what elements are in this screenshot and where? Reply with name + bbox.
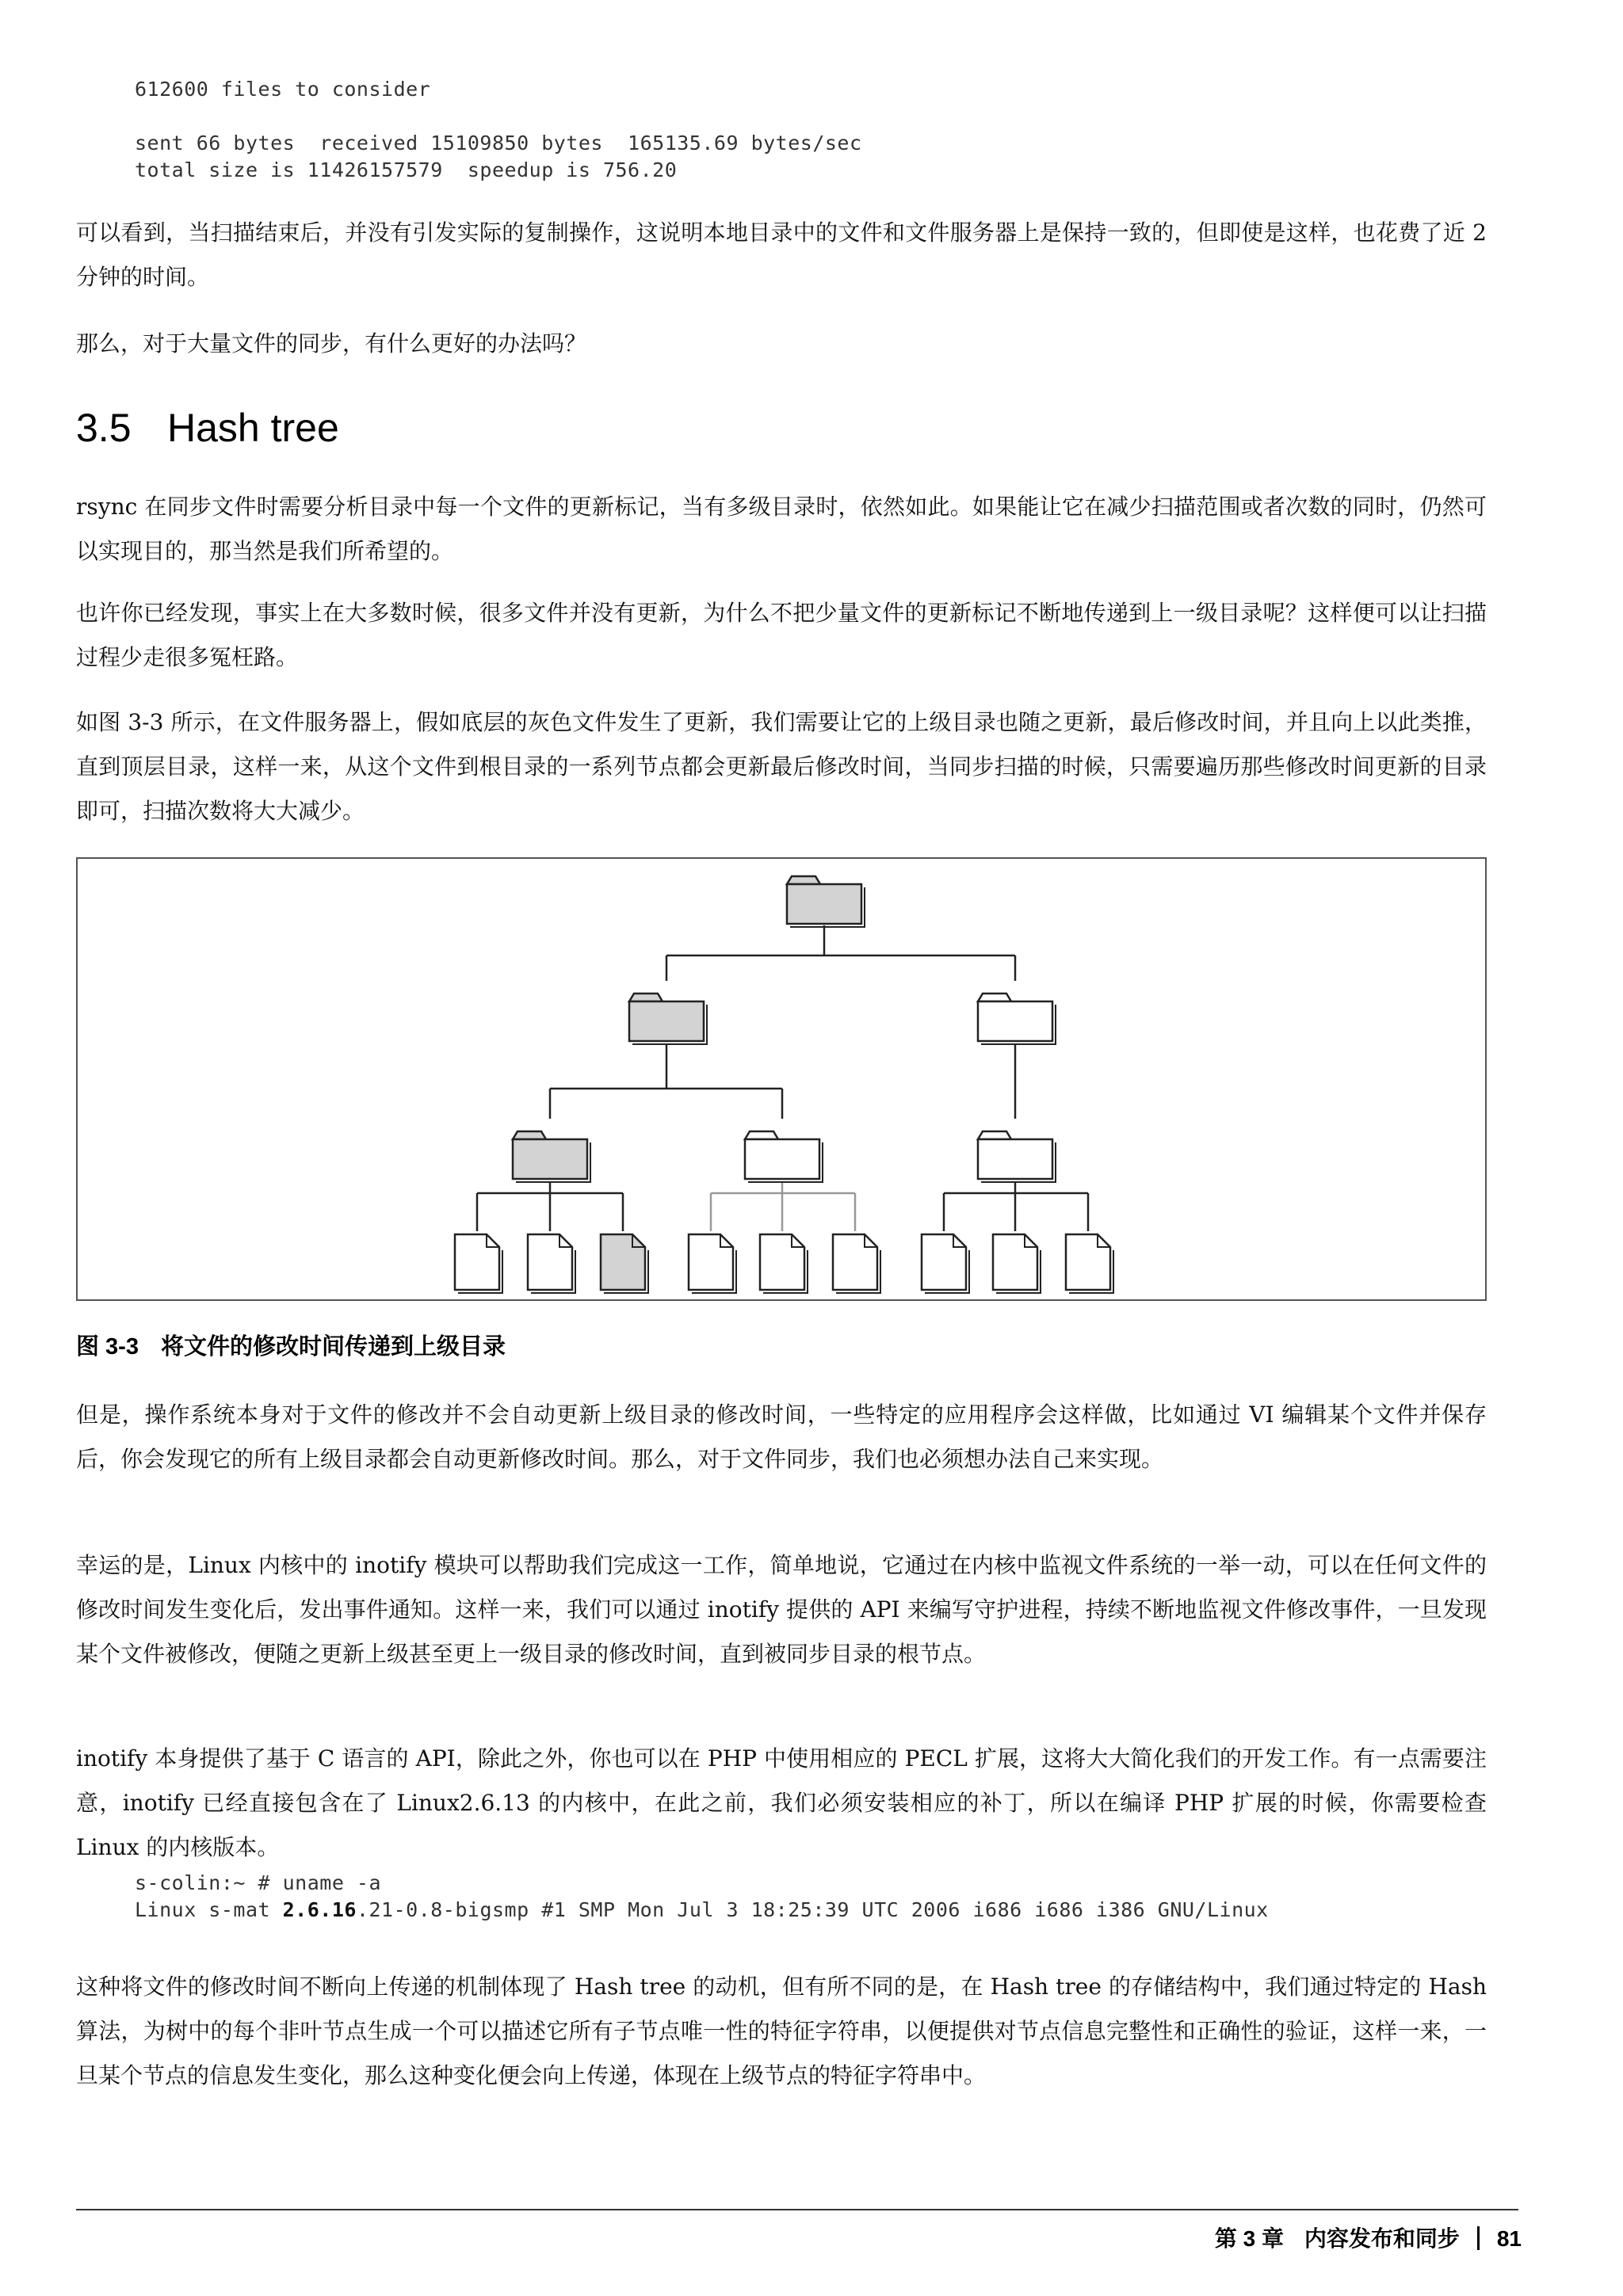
file-icon <box>993 1234 1041 1293</box>
tree-connectors-gray <box>711 1182 855 1231</box>
figure-hash-tree <box>76 857 1487 1301</box>
code-line: sent 66 bytes received 15109850 bytes 165135.69 bytes/sec <box>135 132 862 154</box>
code-block-bottom <box>135 1870 1269 1924</box>
paragraph: 如图 3-3 所示，在文件服务器上，假如底层的灰色文件发生了更新，我们需要让它的上级目录也随之更新，最后修改时间，并且向上以此类推，直到顶层目录，这样一来，从这个文件到根目录的一系列节点都会更新最后修改时间，当同步扫描的时候，只需要遍历那些修改时间更新的目录即可，扫描次数将大大减少。 <box>76 709 1487 824</box>
file-icon <box>833 1234 880 1293</box>
code-line-rest: .21-0.8-bigsmp #1 SMP Mon Jul 3 18:25:39 UTC 2006 i686 i686 i386 GNU/Linux <box>356 1898 1269 1921</box>
code-line: Linux s-mat <box>135 1898 283 1921</box>
page-number: 81 <box>1496 2226 1522 2251</box>
kernel-version-highlight: 2.6.16 <box>282 1898 357 1921</box>
paragraph: 那么，对于大量文件的同步，有什么更好的办法吗？ <box>76 330 587 357</box>
file-icon <box>1066 1234 1113 1293</box>
paragraph: 但是，操作系统本身对于文件的修改并不会自动更新上级目录的修改时间，一些特定的应用程序会这样做，比如通过 VI 编辑某个文件并保存后，你会发现它的所有上级目录都会自动更新修改时间。那么，对于文件同步，我们也必须想办法自己来实现。 <box>76 1402 1487 1472</box>
paragraph: 这种将文件的修改时间不断向上传递的机制体现了 Hash tree 的动机，但有所不同的是，在 Hash tree 的存储结构中，我们通过特定的 Hash 算法，为树中的每个非叶节点生成一个可以描述它所有子节点唯一性的特征字符串，以便提供对节点信息完整性和正确性的验证，这样一来，一旦某个节点的信息发生变化，那么这种变化便会向上传递，体现在上级节点的特征字符串中。 <box>76 1974 1487 2088</box>
chapter-number: 第 3 章 <box>1214 2226 1285 2251</box>
page-footer <box>1215 2223 1522 2255</box>
figure-caption-text: 将文件的修改时间传递到上级目录 <box>160 1334 506 1360</box>
footer-separator <box>1477 2226 1480 2250</box>
folder-icon <box>513 1131 590 1182</box>
folder-icon <box>978 1131 1056 1182</box>
folder-icon <box>629 994 707 1044</box>
paragraph: rsync 在同步文件时需要分析目录中每一个文件的更新标记，当有多级目录时，依然如此。如果能让它在减少扫描范围或者次数的同时，仍然可以实现目的，那当然是我们所希望的。 <box>76 494 1487 564</box>
file-icon <box>760 1234 808 1293</box>
paragraph: 幸运的是，Linux 内核中的 inotify 模块可以帮助我们完成这一工作，简单地说，它通过在内核中监视文件系统的一举一动，可以在任何文件的修改时间发生变化后，发出事件通知。这样一来，我们可以通过 inotify 提供的 API 来编写守护进程，持续不断地监视文件修改事件，一旦发现某个文件被修改，便随之更新上级甚至更上一级目录的修改时间，直到被同步目录的根节点。 <box>76 1552 1487 1667</box>
folder-icon <box>745 1131 823 1182</box>
code-block-top <box>135 76 862 184</box>
code-line: 612600 files to consider <box>135 78 431 101</box>
file-icon <box>689 1234 736 1293</box>
file-icon <box>528 1234 575 1293</box>
folder-icon <box>787 876 865 927</box>
section-heading <box>76 404 339 452</box>
paragraph: 可以看到，当扫描结束后，并没有引发实际的复制操作，这说明本地目录中的文件和文件服务器上是保持一致的，但即使是这样，也花费了近 2 分钟的时间。 <box>76 219 1487 290</box>
code-line: total size is 11426157579 speedup is 756.20 <box>135 158 678 181</box>
figure-number: 图 3-3 <box>76 1334 139 1360</box>
footer-divider <box>76 2209 1518 2210</box>
paragraph: inotify 本身提供了基于 C 语言的 API，除此之外，你也可以在 PHP 中使用相应的 PECL 扩展，这将大大简化我们的开发工作。有一点需要注意，inotify 已经直接包含在了 Linux2.6.13 的内核中，在此之前，我们必须安装相应的补丁，所以在编译 PHP 扩展的时候，你需要检查 Linux 的内核版本。 <box>76 1745 1487 1860</box>
directory-tree-diagram <box>78 859 1485 1299</box>
section-number: 3.5 <box>76 406 132 450</box>
folder-icon <box>978 994 1056 1044</box>
paragraph: 也许你已经发现，事实上在大多数时候，很多文件并没有更新，为什么不把少量文件的更新标记不断地传递到上一级目录呢？这样便可以让扫描过程少走很多冤枉路。 <box>76 600 1487 670</box>
chapter-title: 内容发布和同步 <box>1304 2226 1460 2251</box>
file-icon <box>601 1234 648 1293</box>
section-title: Hash tree <box>167 406 339 450</box>
code-line: s-colin:~ # uname -a <box>135 1871 382 1894</box>
file-icon <box>922 1234 969 1293</box>
figure-caption <box>76 1331 506 1363</box>
file-icon <box>455 1234 502 1293</box>
